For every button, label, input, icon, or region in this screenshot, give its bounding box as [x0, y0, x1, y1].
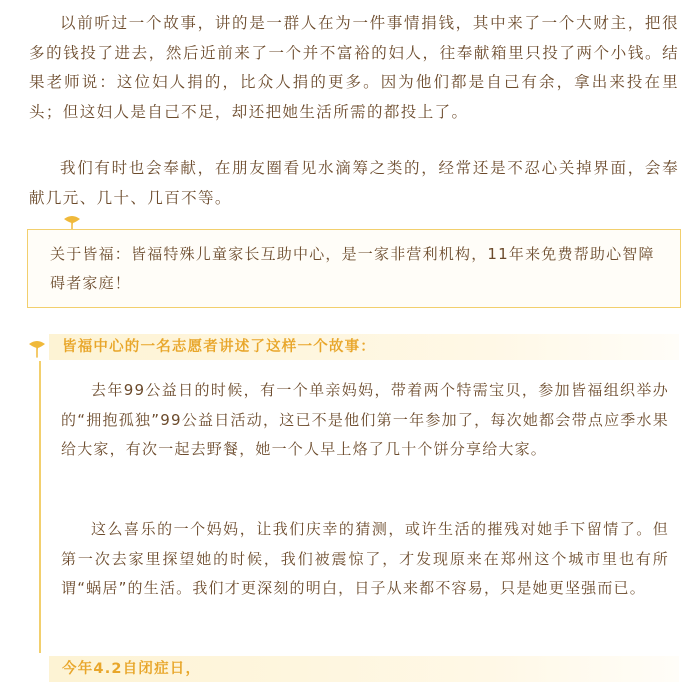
- ginkgo-leaf-icon: [27, 338, 47, 358]
- date-section-text: 今年4.2自闭症日，: [62, 661, 202, 677]
- section-title-bar: [49, 334, 679, 360]
- article-paragraph-1: 以前听过一个故事，讲的是一群人在为一件事情捐钱，其中来了一个大财主，把很多的钱投了进去，然后近前来了一个并不富裕的妇人，往奉献箱里只投了两个小钱。结果老师说：这位妇人捐的，比众人捐的更多。因为他们都是自己有余，拿出来投在里头；但这妇人是自己不足，却还把她生活所需的都投上了。: [29, 14, 679, 121]
- date-section-bar: [49, 656, 679, 682]
- section-title: 皆福中心的一名志愿者讲述了这样一个故事：: [62, 339, 376, 355]
- story-paragraph-2: 这么喜乐的一个妈妈，让我们庆幸的猜测，或许生活的摧残对她手下留情了。但第一次去家里探望她的时候，我们被震惊了，才发现原来在郑州这个城市里也有所谓“蜗居”的生活。我们才更深刻的明白，日子从来都不容易，只是她更坚强而已。: [61, 520, 669, 597]
- story-block: [39, 361, 679, 653]
- note-box: [27, 229, 681, 308]
- note-text: 关于皆福：皆福特殊儿童家长互助中心，是一家非营利机构，11年来免费帮助心智障碍者家庭！: [50, 245, 655, 292]
- story-paragraph-1: 去年99公益日的时候，有一个单亲妈妈，带着两个特需宝贝，参加皆福组织举办的“拥抱孤独”99公益日活动，这已不是他们第一年参加了，每次她都会带点应季水果给大家，有次一起去野餐，她一个人早上烙了几十个饼分享给大家。: [61, 381, 669, 458]
- article-paragraph-2: 我们有时也会奉献，在朋友圈看见水滴筹之类的，经常还是不忍心关掉界面，会奉献几元、几十、几百不等。: [29, 159, 679, 207]
